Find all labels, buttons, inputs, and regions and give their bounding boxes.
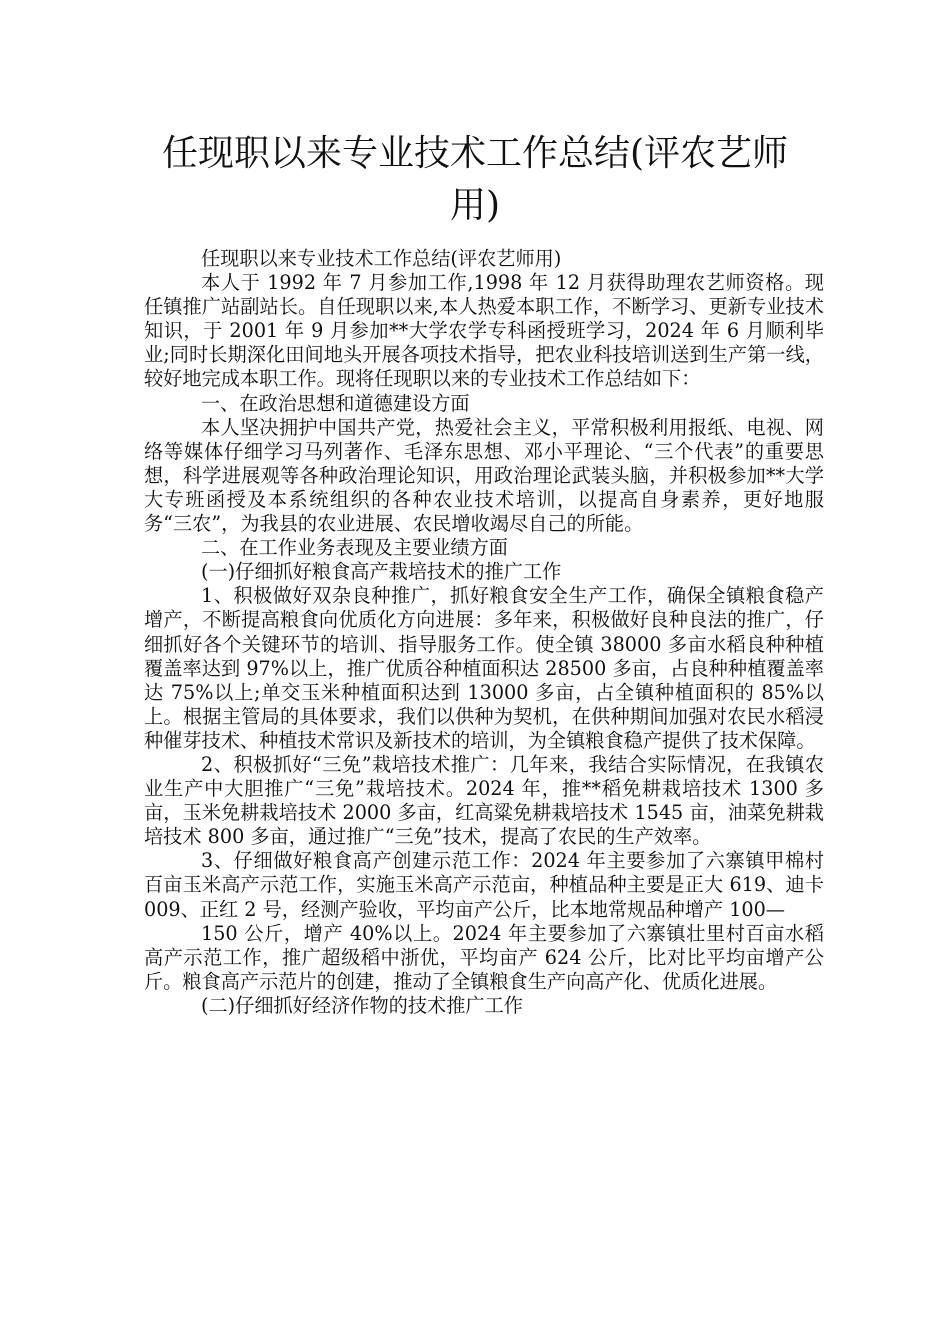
- subsection-heading-economic-crops: (二)仔细抓好经济作物的技术推广工作: [201, 993, 523, 1017]
- paragraph-item-2: 2、积极抓好“三免”栽培技术推广：几年来，我结合实际情况，在我镇农业生产中大胆推广“三免”栽培技术。2024 年，推**稻免耕栽培技术 1300 多亩，玉米免耕栽培技术 2000 多亩，红高粱免耕栽培技术 1545 亩，油菜免耕栽培技术 800 多亩，通过推广“三免”技术，提高了农民的生产效率。: [144, 752, 824, 849]
- document-body: [144, 247, 824, 1018]
- paragraph-introduction: 本人于 1992 年 7 月参加工作,1998 年 12 月获得助理农艺师资格。现任镇推广站副站长。自任现职以来,本人热爱本职工作，不断学习、更新专业技术知识，于 2001 年 9 月参加**大学农学专科函授班学习，2024 年 6 月顺利毕业;同时长期深化田间地头开展各项技术指导，把农业科技培训送到生产第一线，较好地完成本职工作。现将任现职以来的专业技术工作总结如下：: [144, 271, 824, 391]
- document-title: 任现职以来专业技术工作总结(评农艺师用): [161, 133, 789, 226]
- paragraph-item-1: 1、积极做好双杂良种推广，抓好粮食安全生产工作，确保全镇粮食稳产增产，不断提高粮食向优质化方向进展：多年来，积极做好良种良法的推广，仔细抓好各个关键环节的培训、指导服务工作。使全镇 38000 多亩水稻良种种植覆盖率达到 97%以上，推广优质谷种植面积达 28500 多亩，占良种种植覆盖率达 75%以上;单交玉米种植面积达到 13000 多亩，占全镇种植面积的 85%以上。根据主管局的具体要求，我们以供种为契机，在供种期间加强对农民水稻浸种催芽技术、种植技术常识及新技术的培训，为全镇粮食稳产提供了技术保障。: [144, 584, 824, 752]
- subsection-heading-grain: (一)仔细抓好粮食高产栽培技术的推广工作: [201, 560, 562, 584]
- paragraph-item-3: 3、仔细做好粮食高产创建示范工作：2024 年主要参加了六寨镇甲棉村百亩玉米高产示范工作，实施玉米高产示范亩，种植品种主要是正大 619、迪卡 009、正红 2 号，经测产验收，平均亩产公斤，比本地常规品种增产 100—: [144, 849, 824, 921]
- section-heading-performance: 二、在工作业务表现及主要业绩方面: [201, 536, 508, 560]
- paragraph-subtitle: 任现职以来专业技术工作总结(评农艺师用): [201, 247, 562, 270]
- section-heading-political: 一、在政治思想和道德建设方面: [201, 391, 470, 415]
- paragraph-political: 本人坚决拥护中国共产党，热爱社会主义，平常积极利用报纸、电视、网络等媒体仔细学习马列著作、毛泽东思想、邓小平理论、“三个代表”的重要思想，科学进展观等各种政治理论知识，用政治理论武装头脑，并积极参加**大学大专班函授及本系统组织的各种农业技术培训，以提高自身素养，更好地服务“三农”，为我县的农业进展、农民增收竭尽自己的所能。: [144, 415, 824, 536]
- paragraph-item-3-continued: 150 公斤，增产 40%以上。2024 年主要参加了六寨镇壮里村百亩水稻高产示范工作，推广超级稻中浙优，平均亩产 624 公斤，比对比平均亩增产公斤。粮食高产示范片的创建，推动了全镇粮食生产向高产化、优质化进展。: [144, 921, 824, 993]
